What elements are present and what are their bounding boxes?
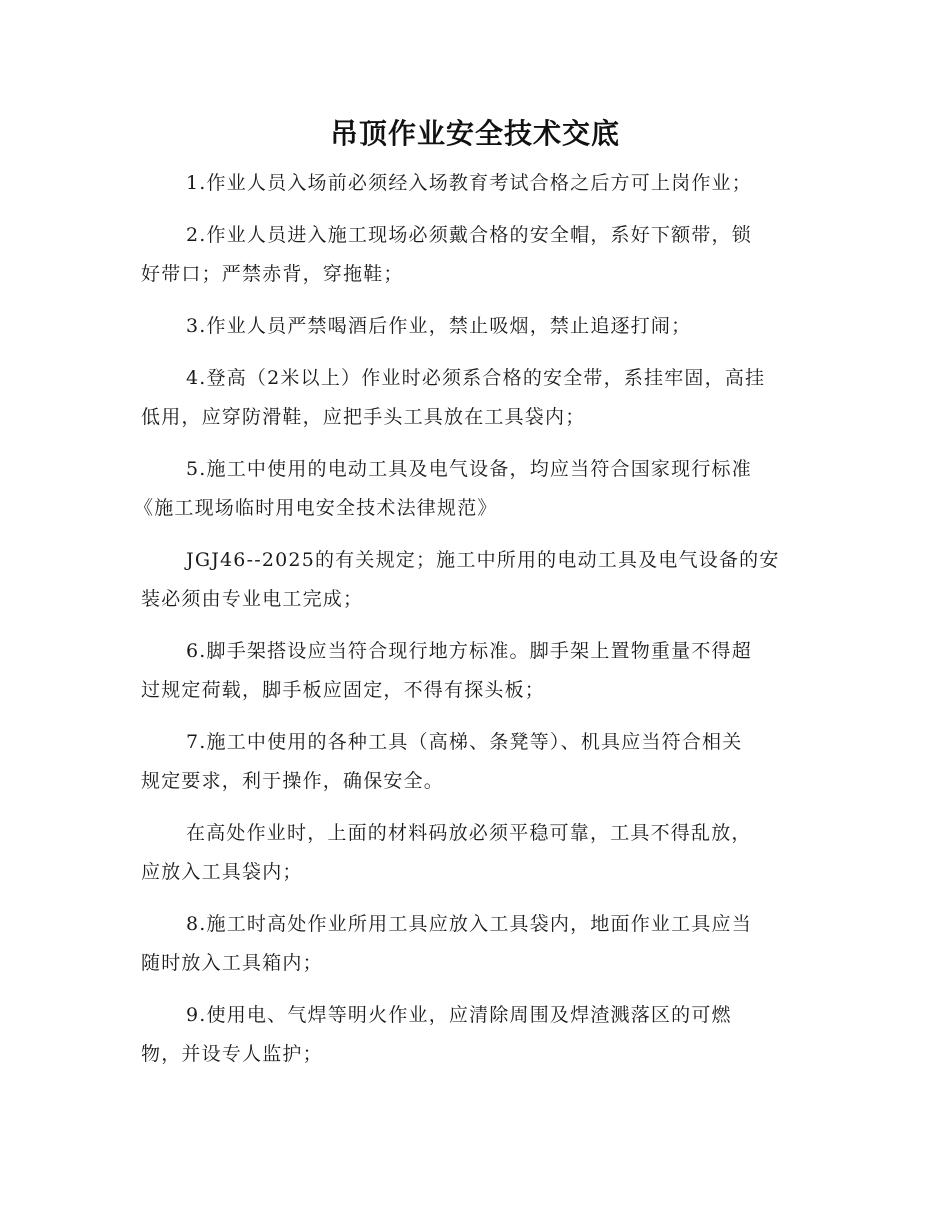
paragraph-line-continued: 低用，应穿防滑鞋，应把手头工具放在工具袋内； bbox=[141, 406, 586, 428]
paragraph-10 bbox=[141, 905, 811, 983]
paragraph-line: JGJ46--2025的有关规定；施工中所用的电动工具及电气设备的安 bbox=[186, 549, 780, 571]
paragraph-line: 在高处作业时，上面的材料码放必须平稳可靠，工具不得乱放， bbox=[186, 822, 752, 844]
paragraph-line-continued: 过规定荷载，脚手板应固定，不得有探头板； bbox=[141, 679, 546, 701]
paragraph-line-continued: 应放入工具袋内； bbox=[141, 861, 303, 883]
paragraph-line: 5.施工中使用的电动工具及电气设备，均应当符合国家现行标准 bbox=[186, 458, 752, 480]
paragraph-6 bbox=[141, 541, 811, 619]
paragraph-4 bbox=[141, 359, 811, 437]
paragraph-line-continued: 规定要求，利于操作，确保安全。 bbox=[141, 770, 445, 792]
paragraph-1 bbox=[141, 164, 811, 203]
paragraph-line-continued: 物，并设专人监护； bbox=[141, 1043, 323, 1065]
paragraph-11 bbox=[141, 996, 811, 1074]
paragraph-line-continued: 随时放入工具箱内； bbox=[141, 952, 323, 974]
paragraph-2 bbox=[141, 216, 811, 294]
paragraph-line: 8.施工时高处作业所用工具应放入工具袋内，地面作业工具应当 bbox=[186, 913, 752, 935]
paragraph-line: 9.使用电、气焊等明火作业，应清除周围及焊渣溅落区的可燃 bbox=[186, 1004, 732, 1026]
paragraph-line-continued: 好带口；严禁赤背，穿拖鞋； bbox=[141, 263, 404, 285]
paragraph-line: 7.施工中使用的各种工具（高梯、条凳等）、机具应当符合相关 bbox=[186, 731, 743, 753]
paragraph-5 bbox=[134, 450, 811, 528]
document-body bbox=[134, 164, 811, 1087]
paragraph-9 bbox=[141, 814, 811, 892]
page-title: 吊顶作业安全技术交底 bbox=[329, 117, 620, 150]
paragraph-line: 3.作业人员严禁喝酒后作业，禁止吸烟，禁止追逐打闹； bbox=[186, 315, 692, 337]
paragraph-7 bbox=[141, 632, 811, 710]
paragraph-line: 4.登高（2米以上）作业时必须系合格的安全带，系挂牢固，高挂 bbox=[186, 367, 766, 389]
paragraph-8 bbox=[141, 723, 811, 801]
paragraph-line: 6.脚手架搭设应当符合现行地方标准。脚手架上置物重量不得超 bbox=[186, 640, 752, 662]
paragraph-3 bbox=[141, 307, 811, 346]
paragraph-line: 1.作业人员入场前必须经入场教育考试合格之后方可上岗作业； bbox=[186, 172, 752, 194]
paragraph-line-continued: 装必须由专业电工完成； bbox=[141, 588, 364, 610]
paragraph-line: 2.作业人员进入施工现场必须戴合格的安全帽，系好下额带，锁 bbox=[186, 224, 752, 246]
paragraph-line-continued: 《施工现场临时用电安全技术法律规范》 bbox=[134, 497, 498, 519]
